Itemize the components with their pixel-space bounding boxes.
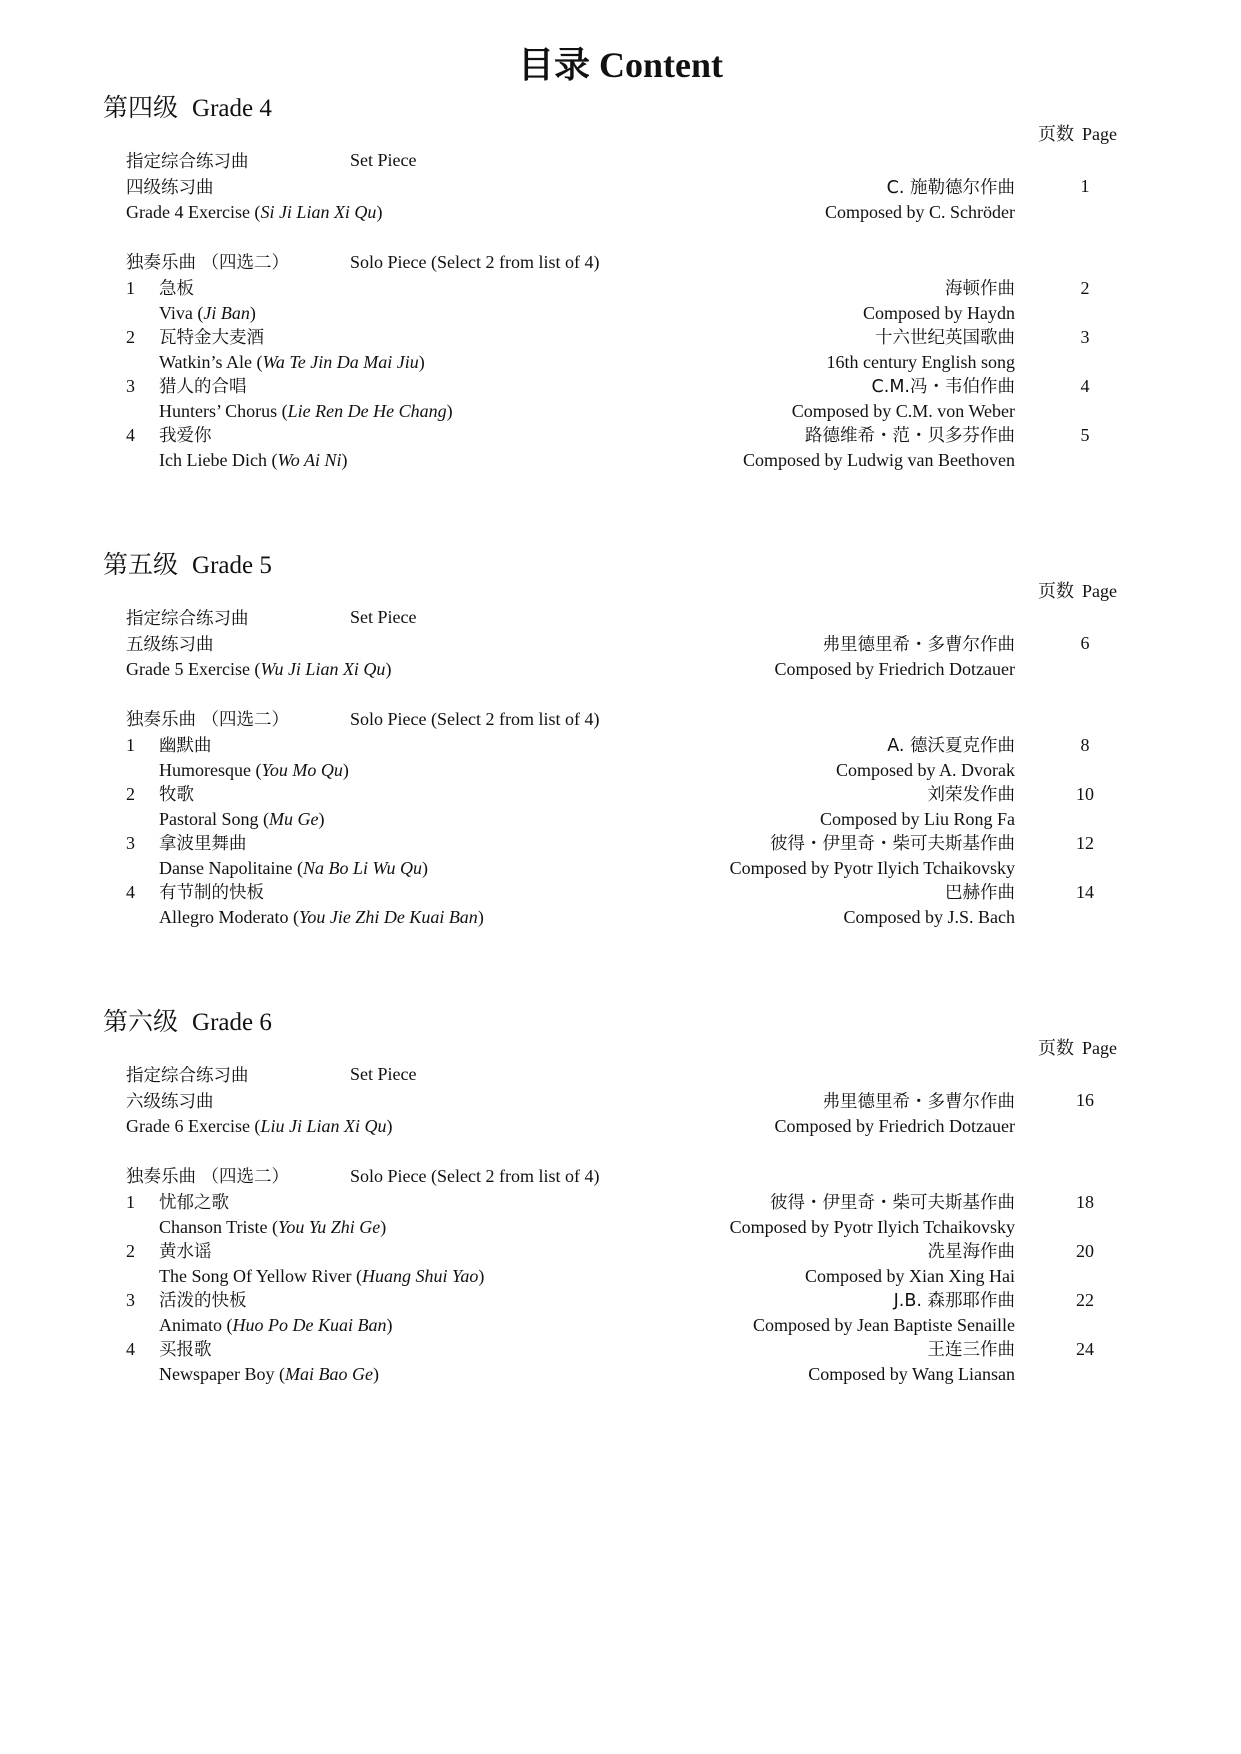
title-close: ) <box>380 1217 387 1237</box>
item-title-en <box>159 856 428 880</box>
item-page-number[interactable]: 12 <box>1076 833 1094 853</box>
item-title-en <box>159 807 324 831</box>
item-number: 4 <box>126 882 135 902</box>
title-close: ) <box>446 401 453 421</box>
grade-heading <box>103 549 272 582</box>
solo-label-zh: 独奏乐曲 （四选二） <box>126 710 290 730</box>
item-title-zh: 活泼的快板 <box>159 1291 247 1311</box>
title-en-text: Ich Liebe Dich ( <box>159 450 278 470</box>
item-composer-zh: 彼得・伊里奇・柴可夫斯基作曲 <box>770 1193 1015 1213</box>
item-page-number[interactable]: 4 <box>1080 376 1090 396</box>
title-pinyin: You Yu Zhi Ge <box>278 1217 381 1237</box>
item-title-en <box>159 399 453 423</box>
item-composer-zh: 王连三作曲 <box>927 1340 1015 1360</box>
page-title-en: Content <box>599 45 723 85</box>
title-en-text: Grade 5 Exercise ( <box>126 659 261 679</box>
title-pinyin: Huo Po De Kuai Ban <box>232 1315 387 1335</box>
title-pinyin: Wu Ji Lian Xi Qu <box>260 659 386 679</box>
item-composer-en: Composed by Pyotr Ilyich Tchaikovsky <box>729 1217 1015 1237</box>
page-column-header <box>1038 122 1117 147</box>
title-close: ) <box>249 303 256 323</box>
item-page-number[interactable]: 14 <box>1076 882 1094 902</box>
item-composer-en: Composed by Xian Xing Hai <box>805 1266 1015 1286</box>
title-en-text: Newspaper Boy ( <box>159 1364 285 1384</box>
grade-heading-en: Grade 5 <box>192 552 272 579</box>
set-piece-label-en: Set Piece <box>350 150 417 170</box>
solo-label-en: Solo Piece (Select 2 from list of 4) <box>350 1166 600 1186</box>
page-column-header <box>1038 579 1117 604</box>
grade-heading-zh: 第六级 <box>103 1007 179 1036</box>
item-composer-zh: C.M.冯・韦伯作曲 <box>871 377 1015 397</box>
title-en-text: Humoresque ( <box>159 760 262 780</box>
title-close: ) <box>478 1266 485 1286</box>
title-close: ) <box>386 1315 393 1335</box>
item-title-zh: 幽默曲 <box>159 736 212 756</box>
page-title <box>0 44 1241 87</box>
item-page-number[interactable]: 20 <box>1076 1241 1094 1261</box>
item-composer-zh: 巴赫作曲 <box>945 883 1015 903</box>
item-composer-en: Composed by Liu Rong Fa <box>819 809 1015 829</box>
item-title-zh: 有节制的快板 <box>159 883 264 903</box>
set-piece-title-en[interactable] <box>126 200 382 224</box>
set-piece-title-zh[interactable]: 六级练习曲 <box>126 1092 214 1112</box>
page-header-en: Page <box>1082 581 1117 601</box>
grade-heading-en: Grade 4 <box>192 95 272 122</box>
title-pinyin: Huang Shui Yao <box>362 1266 479 1286</box>
item-title-en <box>159 1362 379 1386</box>
set-piece-composer-zh: 弗里德里希・多曹尔作曲 <box>822 635 1015 655</box>
page-header-zh: 页数 <box>1038 1038 1074 1059</box>
solo-label-zh: 独奏乐曲 （四选二） <box>126 253 290 273</box>
item-composer-zh: A. 德沃夏克作曲 <box>887 736 1015 756</box>
item-title-zh: 忧郁之歌 <box>159 1193 229 1213</box>
set-piece-composer-zh: 弗里德里希・多曹尔作曲 <box>822 1092 1015 1112</box>
set-piece-title-en[interactable] <box>126 657 391 681</box>
grade-heading-en: Grade 6 <box>192 1009 272 1036</box>
set-piece-page-number[interactable]: 1 <box>1080 176 1090 196</box>
item-title-en <box>159 905 484 929</box>
item-page-number[interactable]: 8 <box>1080 735 1090 755</box>
item-number: 1 <box>126 1192 135 1212</box>
title-close: ) <box>342 760 349 780</box>
set-piece-label-zh: 指定综合练习曲 <box>126 1066 249 1086</box>
title-pinyin: Si Ji Lian Xi Qu <box>260 202 377 222</box>
item-composer-en: Composed by Pyotr Ilyich Tchaikovsky <box>729 858 1015 878</box>
item-composer-en: Composed by C.M. von Weber <box>791 401 1015 421</box>
set-piece-composer-en: Composed by C. Schröder <box>825 202 1015 222</box>
item-composer-zh: 彼得・伊里奇・柴可夫斯基作曲 <box>770 834 1015 854</box>
item-composer-en: Composed by J.S. Bach <box>843 907 1015 927</box>
title-en-text: Watkin’s Ale ( <box>159 352 263 372</box>
item-number: 1 <box>126 278 135 298</box>
title-close: ) <box>477 907 484 927</box>
item-title-en <box>159 301 256 325</box>
item-composer-en: Composed by A. Dvorak <box>836 760 1015 780</box>
title-en-text: Chanson Triste ( <box>159 1217 279 1237</box>
title-pinyin: You Mo Qu <box>261 760 343 780</box>
item-title-zh: 买报歌 <box>159 1340 212 1360</box>
title-close: ) <box>372 1364 379 1384</box>
set-piece-label-zh: 指定综合练习曲 <box>126 609 249 629</box>
grade-section <box>0 1006 1241 1446</box>
grade-heading-zh: 第五级 <box>103 550 179 579</box>
item-title-zh: 急板 <box>159 279 194 299</box>
set-piece-label-en: Set Piece <box>350 1064 417 1084</box>
item-composer-en: 16th century English song <box>826 352 1015 372</box>
item-composer-zh: 冼星海作曲 <box>927 1242 1015 1262</box>
title-pinyin: Ji Ban <box>203 303 250 323</box>
solo-label-zh: 独奏乐曲 （四选二） <box>126 1167 290 1187</box>
set-piece-label-zh: 指定综合练习曲 <box>126 152 249 172</box>
item-composer-en: Composed by Ludwig van Beethoven <box>743 450 1015 470</box>
item-composer-en: Composed by Wang Liansan <box>808 1364 1015 1384</box>
item-title-en <box>159 1215 386 1239</box>
page-column-header <box>1038 1036 1117 1061</box>
set-piece-page-number[interactable]: 6 <box>1080 633 1090 653</box>
item-page-number[interactable]: 22 <box>1076 1290 1094 1310</box>
item-composer-zh: J.B. 森那耶作曲 <box>893 1291 1015 1311</box>
title-en-text: The Song Of Yellow River ( <box>159 1266 362 1286</box>
set-piece-composer-zh: C. 施勒德尔作曲 <box>886 178 1015 198</box>
title-pinyin: Wa Te Jin Da Mai Jiu <box>262 352 419 372</box>
item-title-en <box>159 758 349 782</box>
item-page-number[interactable]: 10 <box>1076 784 1094 804</box>
item-title-zh: 猎人的合唱 <box>159 377 247 397</box>
item-page-number[interactable]: 3 <box>1080 327 1090 347</box>
title-pinyin: Mu Ge <box>269 809 319 829</box>
item-number: 2 <box>126 1241 135 1261</box>
title-close: ) <box>421 858 428 878</box>
item-title-zh: 牧歌 <box>159 785 194 805</box>
title-pinyin: Na Bo Li Wu Qu <box>302 858 422 878</box>
set-piece-composer-en: Composed by Friedrich Dotzauer <box>774 1116 1015 1136</box>
item-composer-zh: 路德维希・范・贝多芬作曲 <box>805 426 1015 446</box>
grade-heading <box>103 1006 272 1039</box>
item-number: 4 <box>126 425 135 445</box>
item-number: 3 <box>126 376 135 396</box>
title-en-text: Grade 4 Exercise ( <box>126 202 261 222</box>
grade-section <box>0 549 1241 989</box>
item-title-en <box>159 448 347 472</box>
page-header-zh: 页数 <box>1038 124 1074 145</box>
item-title-zh: 瓦特金大麦酒 <box>159 328 264 348</box>
title-en-text: Pastoral Song ( <box>159 809 269 829</box>
set-piece-title-en[interactable] <box>126 1114 392 1138</box>
item-page-number[interactable]: 24 <box>1076 1339 1094 1359</box>
solo-label-en: Solo Piece (Select 2 from list of 4) <box>350 709 600 729</box>
title-en-text: Hunters’ Chorus ( <box>159 401 288 421</box>
item-title-en <box>159 350 425 374</box>
item-number: 1 <box>126 735 135 755</box>
title-en-text: Animato ( <box>159 1315 233 1335</box>
page-header-en: Page <box>1082 124 1117 144</box>
item-page-number[interactable]: 5 <box>1080 425 1090 445</box>
set-piece-title-zh[interactable]: 四级练习曲 <box>126 178 214 198</box>
item-composer-zh: 海顿作曲 <box>945 279 1015 299</box>
item-title-zh: 拿波里舞曲 <box>159 834 247 854</box>
set-piece-page-number[interactable]: 16 <box>1076 1090 1094 1110</box>
title-close: ) <box>386 1116 393 1136</box>
item-composer-en: Composed by Jean Baptiste Senaille <box>753 1315 1015 1335</box>
item-title-en <box>159 1313 392 1337</box>
item-number: 4 <box>126 1339 135 1359</box>
title-pinyin: Lie Ren De He Chang <box>287 401 447 421</box>
title-close: ) <box>418 352 425 372</box>
item-number: 2 <box>126 327 135 347</box>
item-title-zh: 黄水谣 <box>159 1242 212 1262</box>
title-close: ) <box>341 450 348 470</box>
title-en-text: Grade 6 Exercise ( <box>126 1116 261 1136</box>
item-title-en <box>159 1264 484 1288</box>
item-composer-zh: 刘荣发作曲 <box>927 785 1015 805</box>
grade-heading-zh: 第四级 <box>103 93 179 122</box>
title-pinyin: You Jie Zhi De Kuai Ban <box>298 907 478 927</box>
title-close: ) <box>376 202 383 222</box>
set-piece-title-zh[interactable]: 五级练习曲 <box>126 635 214 655</box>
title-pinyin: Liu Ji Lian Xi Qu <box>260 1116 387 1136</box>
item-page-number[interactable]: 18 <box>1076 1192 1094 1212</box>
set-piece-composer-en: Composed by Friedrich Dotzauer <box>774 659 1015 679</box>
grade-heading <box>103 92 272 125</box>
title-close: ) <box>385 659 392 679</box>
item-number: 2 <box>126 784 135 804</box>
item-number: 3 <box>126 833 135 853</box>
item-title-zh: 我爱你 <box>159 426 212 446</box>
title-pinyin: Wo Ai Ni <box>277 450 342 470</box>
grade-section <box>0 92 1241 532</box>
set-piece-label-en: Set Piece <box>350 607 417 627</box>
title-close: ) <box>318 809 325 829</box>
item-page-number[interactable]: 2 <box>1080 278 1090 298</box>
title-en-text: Allegro Moderato ( <box>159 907 299 927</box>
solo-label-en: Solo Piece (Select 2 from list of 4) <box>350 252 600 272</box>
page-header-en: Page <box>1082 1038 1117 1058</box>
item-number: 3 <box>126 1290 135 1310</box>
page-title-zh: 目录 <box>517 45 590 86</box>
title-pinyin: Mai Bao Ge <box>284 1364 373 1384</box>
page-header-zh: 页数 <box>1038 581 1074 602</box>
item-composer-en: Composed by Haydn <box>863 303 1015 323</box>
title-en-text: Viva ( <box>159 303 204 323</box>
title-en-text: Danse Napolitaine ( <box>159 858 303 878</box>
item-composer-zh: 十六世纪英国歌曲 <box>875 328 1015 348</box>
